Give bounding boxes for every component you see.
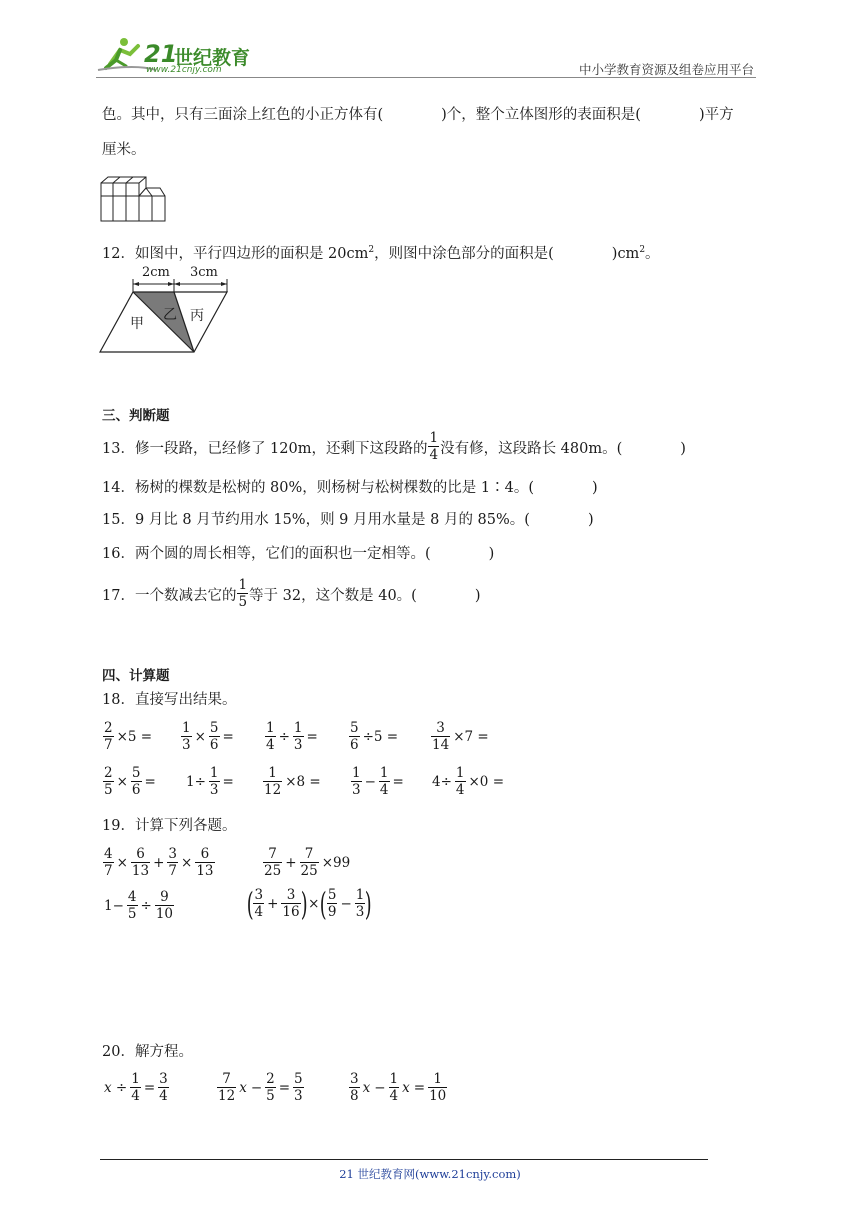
parallelogram-figure [98,264,234,356]
region-label-jia: 甲 [130,316,144,332]
question-18: 18．直接写出结果。 [102,692,237,708]
q18-item-5: $\frac{3}{14}$ ×7 = [432,720,489,753]
question-14: 14．杨树的棵数是松树的 80%，则杨树与松树棵数的比是 1∶4。( ) [102,480,598,496]
footer-divider [100,1159,708,1160]
q17-fraction [237,579,248,609]
q17-text-b: 等于 32，这个数是 40。( ) [249,587,481,604]
question-13 [102,429,686,465]
header-divider [96,77,756,78]
q19-item-1: $\frac{4}{7}$ × $\frac{6}{13}$ + $\frac{3}{7}$ × $\frac{6}{13}$ [104,846,214,879]
q12-text-b: ，则图中涂色部分的面积是( )cm [374,245,640,262]
question-19: 19．计算下列各题。 [102,818,237,834]
cube-figure [100,176,170,222]
site-logo [96,34,261,76]
footer-site-link[interactable]: 21 世纪教育网(www.21cnjy.com) [339,1167,521,1181]
header-platform-text: 中小学教育资源及组卷应用平台 [578,62,754,77]
logo-url: www.21cnjy.com [146,65,222,75]
section-3-title: 三、判断题 [102,408,170,424]
logo-number: 21 [144,40,178,68]
q17-frac-den: 5 [238,593,248,610]
q18-item-1: $\frac{2}{7}$ ×5 = [104,720,153,753]
question-12 [102,240,660,264]
q11-line1: 色。其中，只有三面涂上红色的小正方体有( )个，整个立体图形的表面积是( )平方 [102,107,734,123]
q12-text-c: 。 [645,245,660,262]
q20-equation-1: x ÷ $\frac{1}{4}$ = $\frac{3}{4}$ [104,1071,168,1104]
question-16: 16．两个圆的周长相等，它们的面积也一定相等。( ) [102,546,495,562]
region-label-yi: 乙 [163,307,177,323]
q13-text-b: 没有修，这段路长 480m。( ) [440,440,686,457]
q12-text-a: 12．如图中，平行四边形的面积是 20cm [102,245,369,262]
q12-sup-b: 2 [639,245,646,255]
q13-text-a: 13．修一段路，已经修了 120m，还剩下这段路的 [102,440,428,457]
q20-equation-3: $\frac{3}{8}$ x − $\frac{1}{4}$ x = $\frac{1}{10}$ [350,1071,447,1104]
q19-item-3: 1− $\frac{4}{5}$ ÷ $\frac{9}{10}$ [104,889,173,922]
q18-item-3: $\frac{1}{4}$ ÷ $\frac{1}{3}$ = [266,720,318,753]
q18-item-10: 4÷ $\frac{1}{4}$ ×0 = [432,765,505,798]
q18-item-8: $\frac{1}{12}$ ×8 = [264,765,321,798]
q11-line2: 厘米。 [102,142,146,158]
q13-frac-den: 4 [429,446,439,463]
question-20: 20．解方程。 [102,1044,193,1060]
q19-item-4: ( $\frac{3}{4}$ + $\frac{3}{16}$ ) × ( $\frac{5}{9}$ − $\frac{1}{3}$ ) [246,885,373,923]
q13-fraction [428,432,439,462]
question-17 [102,576,480,612]
q18-item-9: $\frac{1}{3}$ − $\frac{1}{4}$ = [352,765,404,798]
q20-equation-2: $\frac{7}{12}$ x − $\frac{2}{5}$ = $\frac{5}{3}$ [218,1071,303,1104]
q18-item-6: $\frac{2}{5}$ × $\frac{5}{6}$ = [104,765,156,798]
logo-text: 世纪教育 [174,47,251,69]
question-15: 15．9 月比 8 月节约用水 15%，则 9 月用水量是 8 月的 85%。( ) [102,512,594,528]
region-label-bing: 丙 [190,308,204,324]
q19-item-2: $\frac{7}{25}$ + $\frac{7}{25}$ ×99 [264,846,351,879]
q18-item-2: $\frac{1}{3}$ × $\frac{5}{6}$ = [182,720,234,753]
q17-frac-num: 1 [238,577,248,593]
q13-frac-num: 1 [429,430,439,446]
dim-label-right: 3cm [190,265,218,280]
section-4-title: 四、计算题 [102,668,170,684]
dim-label-left: 2cm [142,265,170,280]
q18-item-7: 1÷ $\frac{1}{3}$ = [186,765,234,798]
q17-text-a: 17．一个数减去它的 [102,587,237,604]
q18-item-4: $\frac{5}{6}$ ÷5 = [350,720,399,753]
q12-sup-a: 2 [368,245,375,255]
